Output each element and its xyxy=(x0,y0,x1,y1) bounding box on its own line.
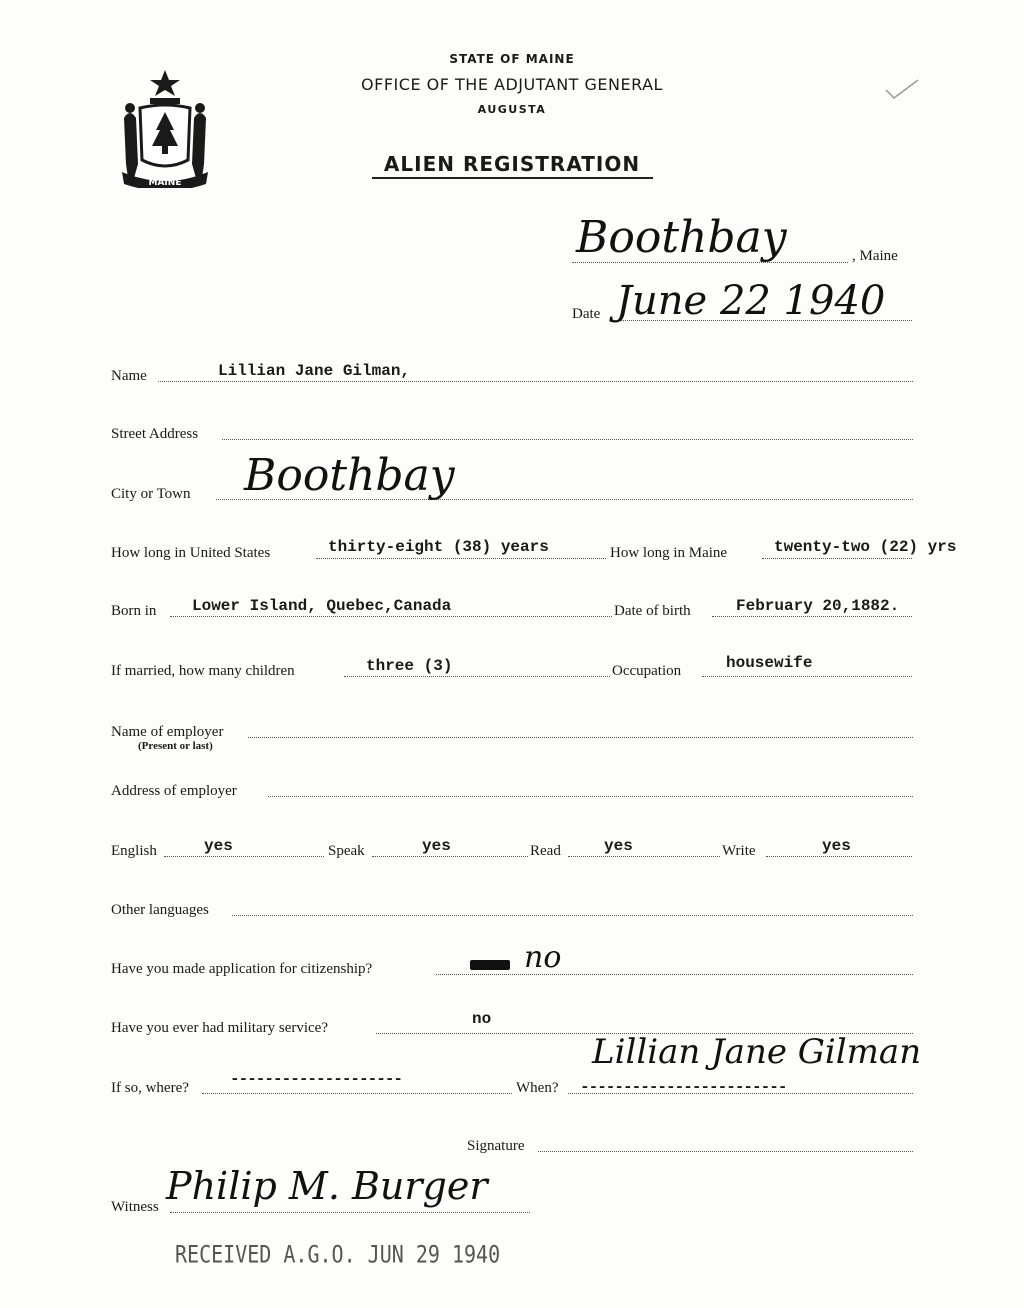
military-label: Have you ever had military service? xyxy=(111,1020,328,1036)
where-label: If so, where? xyxy=(111,1080,189,1096)
received-stamp: RECEIVED A.G.O. JUN 29 1940 xyxy=(175,1239,501,1269)
read-value: yes xyxy=(604,837,633,855)
signature-label: Signature xyxy=(467,1138,525,1154)
where-line xyxy=(202,1093,512,1094)
english-line xyxy=(164,856,324,857)
street-address-label: Street Address xyxy=(111,426,199,442)
children-line xyxy=(344,676,610,677)
where-value: -------------------- xyxy=(230,1070,403,1088)
header-state: STATE OF MAINE xyxy=(449,52,575,66)
when-label: When? xyxy=(516,1080,559,1096)
dob-line xyxy=(712,616,912,617)
form-title: ALIEN REGISTRATION xyxy=(383,152,641,176)
years-us-value: thirty-eight (38) years xyxy=(328,538,549,556)
occupation-value: housewife xyxy=(726,654,813,672)
years-maine-value: twenty-two (22) yrs xyxy=(774,538,957,556)
born-in-label: Born in xyxy=(111,603,157,619)
dob-value: February 20,1882. xyxy=(736,597,900,615)
write-value: yes xyxy=(822,837,851,855)
employer-address-line xyxy=(268,796,913,797)
name-line xyxy=(158,381,913,382)
employer-name-line xyxy=(248,737,913,738)
other-languages-line xyxy=(232,915,913,916)
name-value: Lillian Jane Gilman, xyxy=(218,362,411,380)
citizenship-value: no xyxy=(524,940,562,975)
witness-line xyxy=(170,1212,530,1213)
name-label: Name xyxy=(111,368,147,384)
when-value: ------------------------ xyxy=(580,1078,787,1096)
occupation-label: Occupation xyxy=(612,663,682,679)
checkmark-icon xyxy=(884,78,920,100)
speak-line xyxy=(372,856,528,857)
place-value: Boothbay xyxy=(576,212,787,263)
english-value: yes xyxy=(204,837,233,855)
employer-name-label: Name of employer xyxy=(111,724,224,740)
years-maine-line xyxy=(762,558,912,559)
military-value: no xyxy=(472,1010,492,1028)
english-label: English xyxy=(111,843,157,859)
place-suffix: , Maine xyxy=(852,248,898,264)
children-value: three (3) xyxy=(366,657,453,675)
other-languages-label: Other languages xyxy=(111,902,209,918)
witness-label: Witness xyxy=(111,1199,159,1215)
employer-address-label: Address of employer xyxy=(111,783,237,799)
citizenship-line xyxy=(436,974,913,975)
write-label: Write xyxy=(722,843,756,859)
witness-value: Philip M. Burger xyxy=(166,1164,488,1208)
years-maine-label: How long in Maine xyxy=(610,545,728,561)
occupation-line xyxy=(702,676,912,677)
city-value: Boothbay xyxy=(244,450,455,501)
citizenship-label: Have you made application for citizenship? xyxy=(111,961,373,977)
header-office: OFFICE OF THE ADJUTANT GENERAL xyxy=(361,75,663,94)
signature-line xyxy=(538,1151,913,1152)
street-address-line xyxy=(222,439,913,440)
years-us-label: How long in United States xyxy=(111,545,271,561)
header-city: AUGUSTA xyxy=(477,103,547,116)
speak-label: Speak xyxy=(328,843,365,859)
dob-label: Date of birth xyxy=(614,603,691,619)
redaction-mark xyxy=(470,960,510,970)
children-label: If married, how many children xyxy=(111,663,295,679)
read-label: Read xyxy=(530,843,561,859)
date-value: June 22 1940 xyxy=(616,278,886,324)
seal-text: MAINE xyxy=(148,178,182,188)
read-line xyxy=(568,856,720,857)
employer-name-sublabel: (Present or last) xyxy=(138,740,213,752)
title-underline xyxy=(372,177,653,179)
date-label: Date xyxy=(572,306,601,322)
born-in-value: Lower Island, Quebec,Canada xyxy=(192,597,452,615)
speak-value: yes xyxy=(422,837,451,855)
born-in-line xyxy=(170,616,612,617)
city-label: City or Town xyxy=(111,486,191,502)
write-line xyxy=(766,856,912,857)
years-us-line xyxy=(316,558,606,559)
signature-value: Lillian Jane Gilman xyxy=(592,1032,922,1072)
